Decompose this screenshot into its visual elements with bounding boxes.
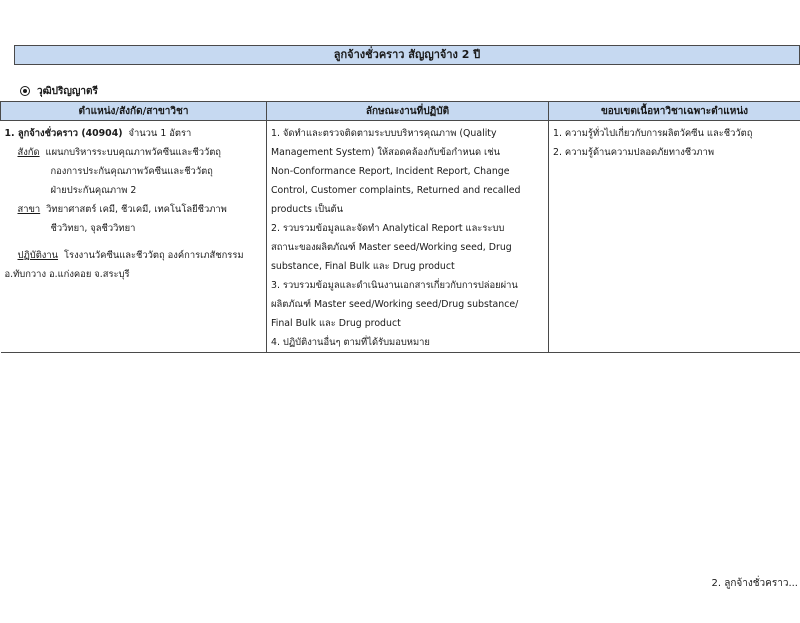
position-title: 1. ลูกจ้างชั่วคราว (40904) bbox=[4, 128, 123, 139]
position-title-line bbox=[5, 124, 264, 143]
field-line bbox=[5, 200, 264, 219]
scope-line: 2. ความรู้ด้านความปลอดภัยทางชีวภาพ bbox=[553, 147, 715, 158]
scope-line: 1. ความรู้ทั่วไปเกี่ยวกับการผลิตวัคซีน และชีววัตถุ bbox=[553, 128, 753, 139]
column-header-scope: ขอบเขตเนื้อหาวิชาเฉพาะตำแหน่ง bbox=[549, 102, 800, 121]
duty-line: สถานะของผลิตภัณฑ์ Master seed/Working seed, Drug bbox=[271, 242, 512, 253]
field-text: วิทยาศาสตร์ เคมี, ชีวเคมี, เทคโนโลยีชีวภาพ bbox=[46, 204, 227, 215]
duty-line: substance, Final Bulk และ Drug product bbox=[271, 261, 455, 272]
workplace-label: ปฏิบัติงาน bbox=[17, 250, 59, 261]
table-row bbox=[1, 121, 800, 353]
affiliation-line bbox=[5, 143, 264, 162]
field-line: ชีววิทยา, จุลชีววิทยา bbox=[50, 223, 136, 234]
workplace-text: โรงงานวัคซีนและชีววัตถุ องค์การเภสัชกรรม bbox=[64, 250, 244, 261]
duty-line: Final Bulk และ Drug product bbox=[271, 318, 401, 329]
workplace-line bbox=[5, 246, 264, 265]
table-header-row bbox=[1, 102, 800, 121]
column-header-position: ตำแหน่ง/สังกัด/สาขาวิชา bbox=[1, 102, 267, 121]
position-count: จำนวน 1 อัตรา bbox=[128, 128, 192, 139]
duty-line: Control, Customer complaints, Returned and recalled bbox=[271, 185, 521, 196]
qualification-heading bbox=[20, 83, 98, 99]
duties-cell bbox=[267, 121, 549, 353]
job-table bbox=[0, 101, 800, 353]
radio-bullet-icon bbox=[20, 86, 30, 96]
position-cell bbox=[1, 121, 267, 353]
continuation-note: 2. ลูกจ้างชั่วคราว... bbox=[711, 578, 798, 589]
affiliation-text: แผนกบริหารระบบคุณภาพวัคซีนและชีววัตถุ bbox=[45, 147, 221, 158]
section-title: ลูกจ้างชั่วคราว สัญญาจ้าง 2 ปี bbox=[14, 45, 800, 65]
duty-line: 4. ปฏิบัติงานอื่นๆ ตามที่ได้รับมอบหมาย bbox=[271, 337, 430, 348]
duty-line: Management System) ให้สอดคล้องกับข้อกำหนด เช่น bbox=[271, 147, 500, 158]
affiliation-line: ฝ่ายประกันคุณภาพ 2 bbox=[50, 185, 137, 196]
duty-line: 3. รวบรวมข้อมูลและดำเนินงานเอกสารเกี่ยวกับการปล่อยผ่าน bbox=[271, 280, 518, 291]
column-header-duties: ลักษณะงานที่ปฏิบัติ bbox=[267, 102, 549, 121]
affiliation-line: กองการประกันคุณภาพวัคซีนและชีววัตถุ bbox=[50, 166, 213, 177]
field-label: สาขา bbox=[17, 204, 41, 215]
qualification-label: วุฒิปริญญาตรี bbox=[37, 85, 98, 97]
duty-line: 1. จัดทำและตรวจติดตามระบบบริหารคุณภาพ (Quality bbox=[271, 128, 497, 139]
duty-line: products เป็นต้น bbox=[271, 204, 343, 215]
scope-cell bbox=[549, 121, 800, 353]
affiliation-label: สังกัด bbox=[17, 147, 40, 158]
duty-line: 2. รวบรวมข้อมูลและจัดทำ Analytical Report และระบบ bbox=[271, 223, 505, 234]
workplace-line: อ.ทับกวาง อ.แก่งคอย จ.สระบุรี bbox=[4, 269, 130, 280]
duty-line: ผลิตภัณฑ์ Master seed/Working seed/Drug substance/ bbox=[271, 299, 519, 310]
duty-line: Non-Conformance Report, Incident Report, Change bbox=[271, 166, 510, 177]
